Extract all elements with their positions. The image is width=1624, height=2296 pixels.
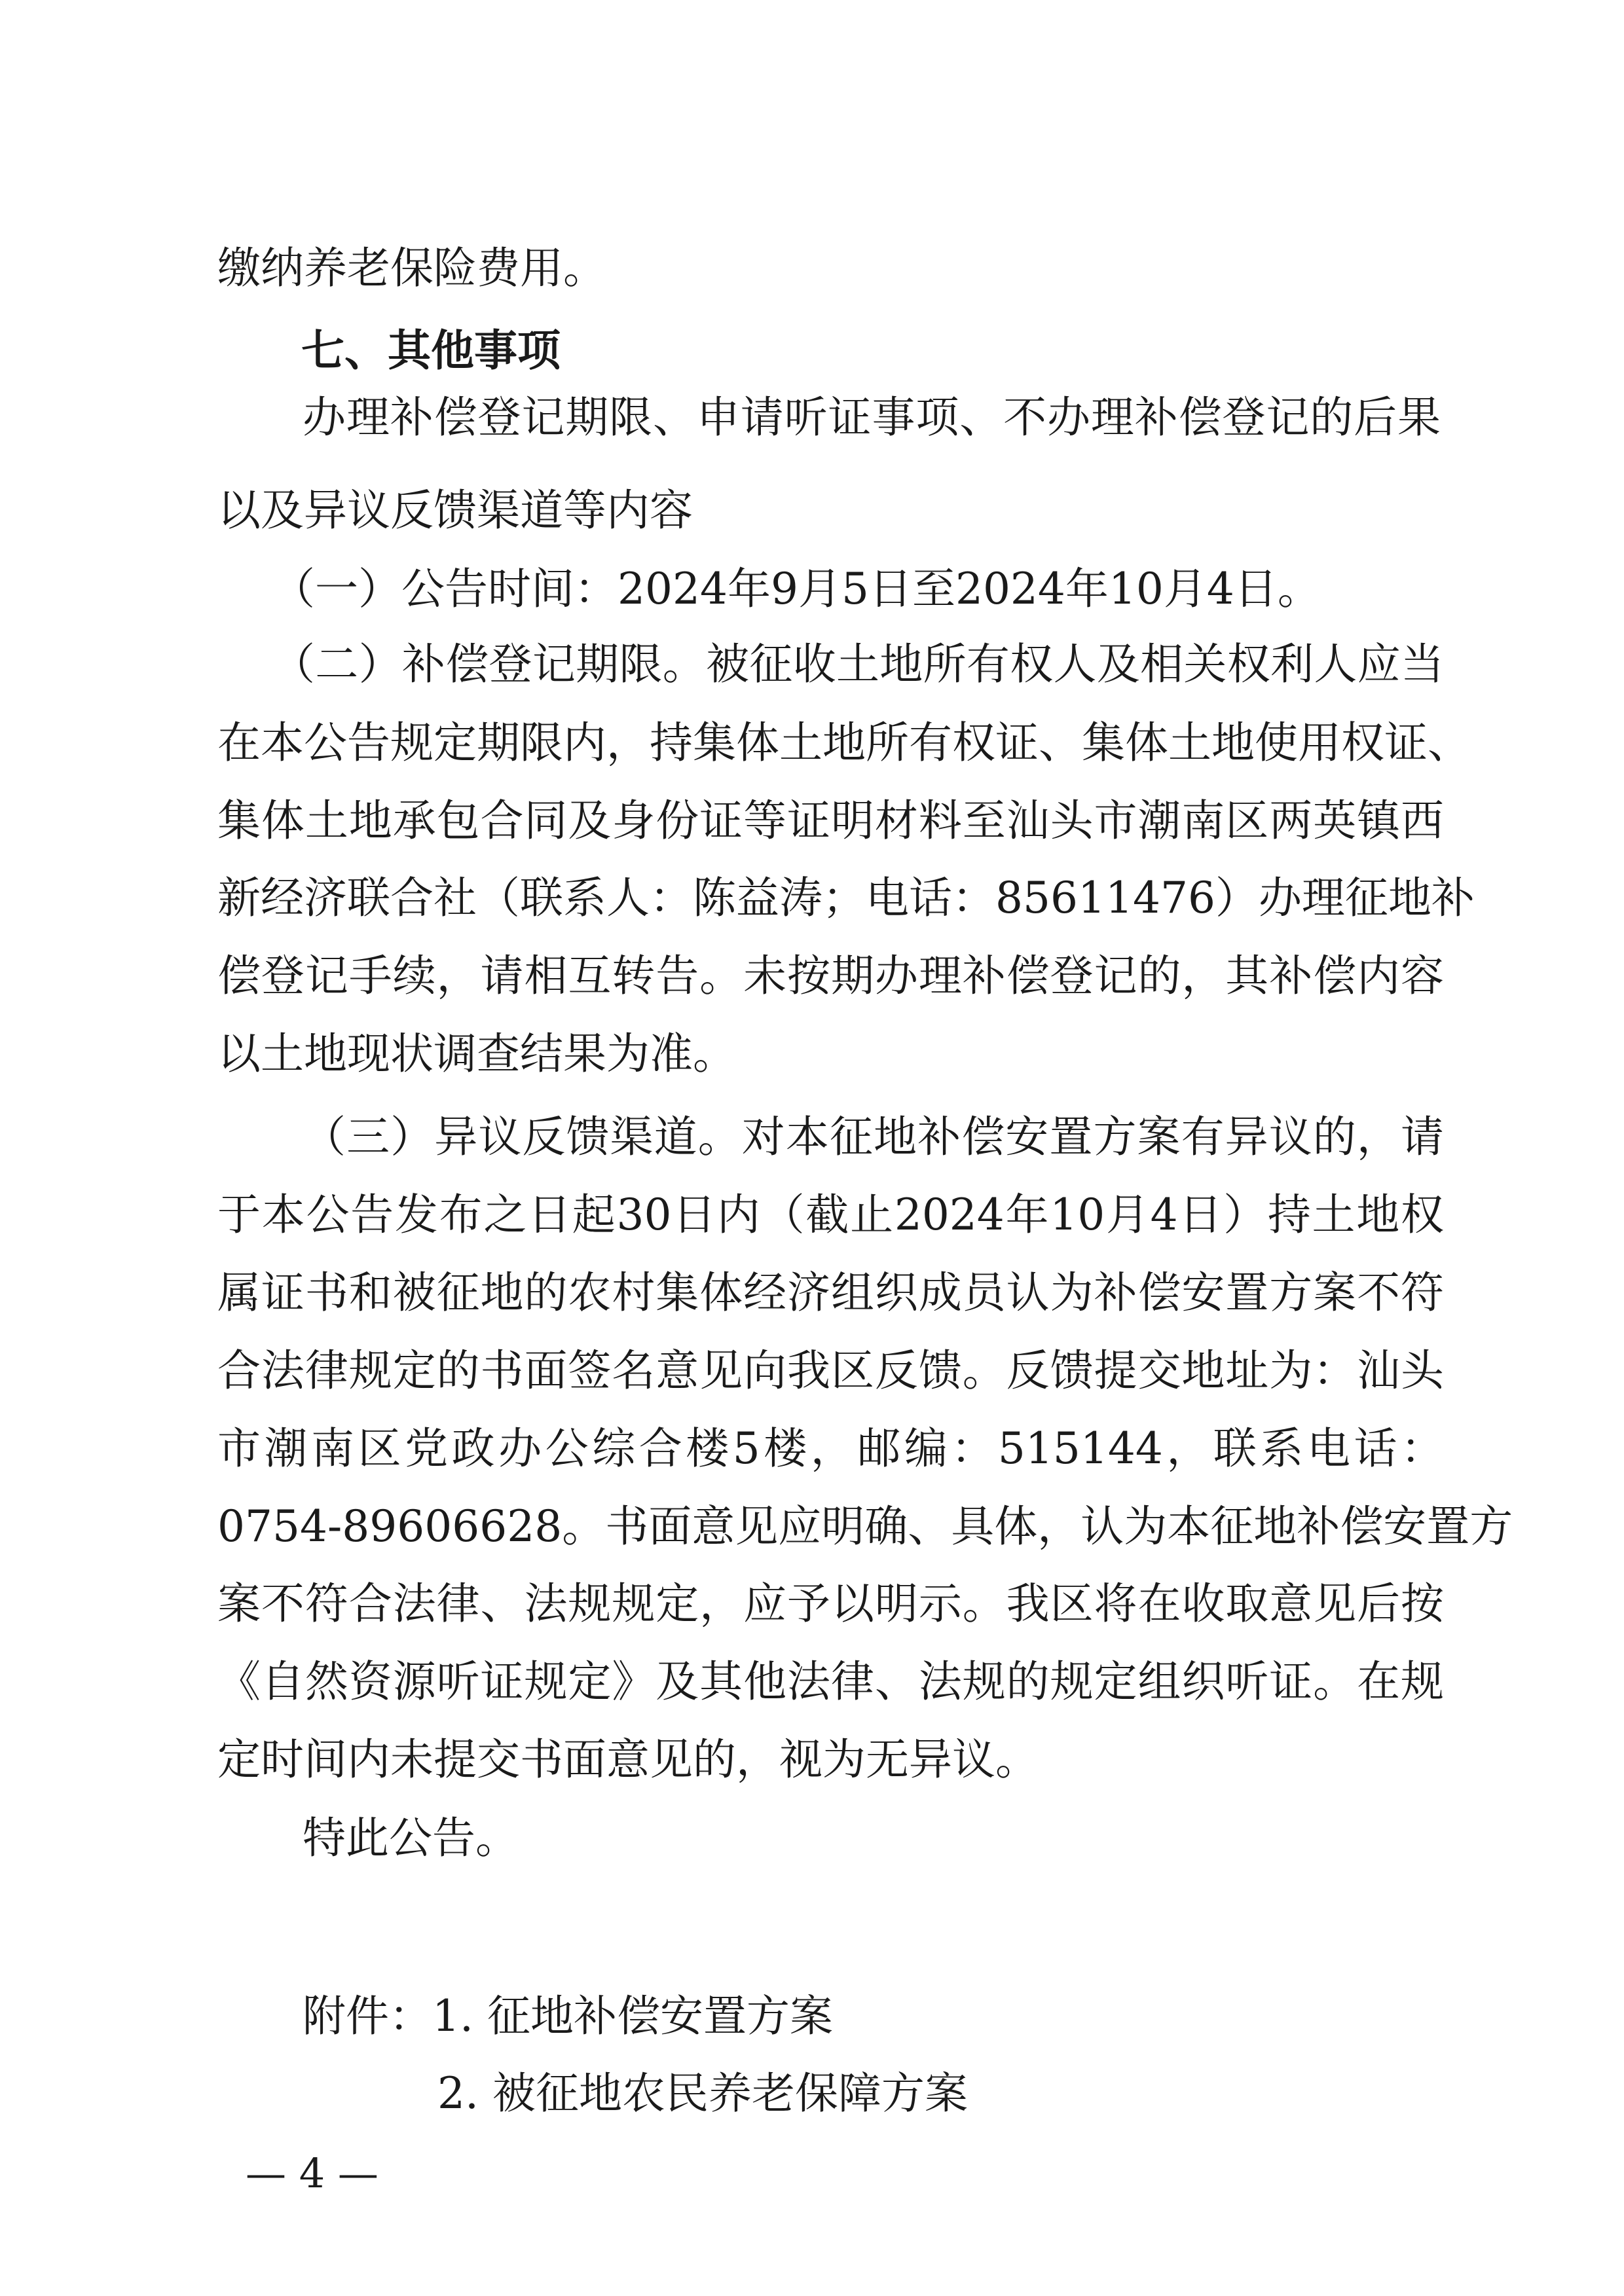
body-line-3: 办理补偿登记期限、申请听证事项、不办理补偿登记的后果 bbox=[303, 392, 1441, 443]
page-number: — 4 — bbox=[246, 2149, 378, 2197]
body-line-16: 市潮南区党政办公综合楼5楼，邮编：515144，联系电话： bbox=[217, 1423, 1444, 1474]
body-line-13: 于本公告发布之日起30日内（截止2024年10月4日）持土地权 bbox=[217, 1190, 1444, 1240]
body-line-1: 缴纳养老保险费用。 bbox=[217, 243, 606, 293]
notice-period-line: （一）公告时间：2024年9月5日至2024年10月4日。 bbox=[272, 564, 1321, 614]
body-line-15: 合法律规定的书面签名意见向我区反馈。反馈提交地址为：汕头 bbox=[217, 1345, 1444, 1396]
body-line-8: 集体土地承包合同及身份证等证明材料至汕头市潮南区两英镇西 bbox=[217, 795, 1444, 846]
body-line-6: （二）补偿登记期限。被征收土地所有权人及相关权利人应当 bbox=[272, 639, 1444, 689]
body-line-19: 《自然资源听证规定》及其他法律、法规的规定组织听证。在规 bbox=[217, 1656, 1444, 1707]
body-line-17: 0754-89606628。书面意见应明确、具体，认为本征地补偿安置方 bbox=[217, 1501, 1513, 1552]
body-line-11: 以土地现状调查结果为准。 bbox=[217, 1029, 736, 1079]
closing-statement: 特此公告。 bbox=[303, 1813, 519, 1863]
body-line-4: 以及异议反馈渠道等内容 bbox=[217, 485, 693, 536]
body-line-18: 案不符合法律、法规规定，应予以明示。我区将在收取意见后按 bbox=[217, 1578, 1444, 1629]
body-line-7: 在本公告规定期限内，持集体土地所有权证、集体土地使用权证、 bbox=[217, 718, 1471, 768]
body-line-9: 新经济联合社（联系人：陈益涛；电话：85611476）办理征地补 bbox=[217, 873, 1475, 923]
body-line-20: 定时间内未提交书面意见的，视为无异议。 bbox=[217, 1734, 1039, 1785]
section-heading-7: 七、其他事项 bbox=[301, 325, 561, 376]
body-line-10: 偿登记手续，请相互转告。未按期办理补偿登记的，其补偿内容 bbox=[217, 951, 1444, 1001]
attachment-line-2: 2. 被征地农民养老保障方案 bbox=[437, 2068, 968, 2119]
body-line-12: （三）异议反馈渠道。对本征地补偿安置方案有异议的，请 bbox=[303, 1112, 1444, 1162]
attachment-line-1: 附件：1. 征地补偿安置方案 bbox=[303, 1991, 833, 2041]
body-line-14: 属证书和被征地的农村集体经济组织成员认为补偿安置方案不符 bbox=[217, 1267, 1444, 1318]
